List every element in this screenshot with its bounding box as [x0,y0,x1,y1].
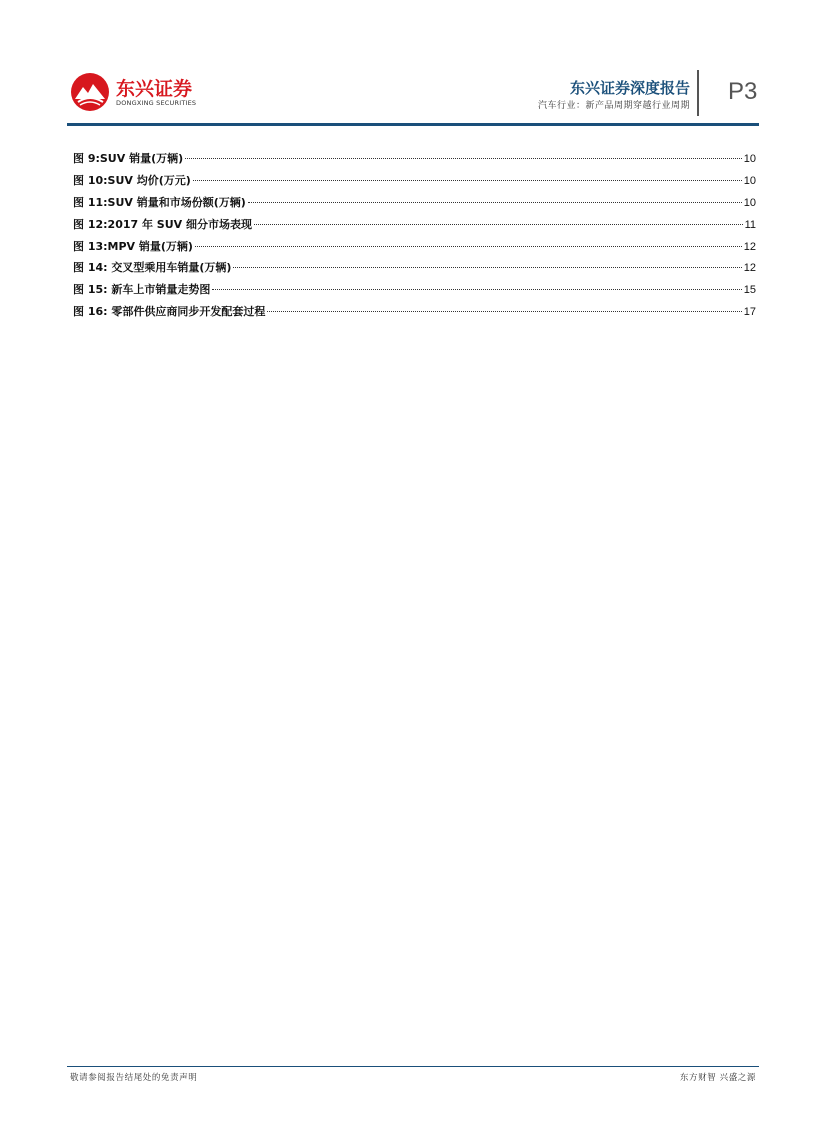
company-logo [70,72,210,112]
toc-entry[interactable] [73,194,756,216]
toc-entry-page: 10 [743,153,756,165]
toc-entry[interactable] [73,259,756,281]
toc-entry[interactable] [73,150,756,172]
toc-leader-dots [254,224,743,225]
toc-entry-page: 12 [743,262,756,275]
toc-entry-label: 图 12:2017 年 SUV 细分市场表现 [73,217,253,231]
toc-entry-page: 10 [743,174,756,187]
toc-entry-page: 10 [743,196,756,209]
toc-entry[interactable] [73,281,756,303]
company-slogan: 东方财智 兴盛之源 [679,1073,756,1083]
figure-index [73,150,756,325]
toc-leader-dots [193,180,742,181]
disclaimer-note: 敬请参阅报告结尾处的免责声明 [70,1073,198,1083]
toc-entry-label: 图 9:SUV 销量(万辆) [73,152,184,165]
header-rule [67,123,759,126]
toc-entry[interactable] [73,172,756,194]
logo-english-name: DONGXING SECURITIES [116,99,197,107]
toc-leader-dots [185,158,742,159]
toc-entry-label: 图 11:SUV 销量和市场份额(万辆) [73,195,246,209]
toc-entry-label: 图 10:SUV 均价(万元) [73,173,191,187]
report-subtitle: 汽车行业：新产品周期穿越行业周期 [537,101,690,111]
toc-leader-dots [248,202,742,203]
toc-leader-dots [233,267,741,268]
toc-entry-page: 11 [744,218,756,231]
page-number: P3 [728,78,758,105]
toc-entry-label: 图 16: 零部件供应商同步开发配套过程 [73,305,266,319]
toc-entry-page: 12 [743,240,756,253]
page-header [0,0,827,130]
toc-leader-dots [212,289,741,290]
toc-entry-page: 15 [743,284,756,297]
toc-leader-dots [267,311,741,312]
toc-leader-dots [195,246,742,247]
toc-entry[interactable] [73,238,756,260]
report-title: 东兴证券深度报告 [569,79,690,97]
logo-chinese-name: 东兴证券 [116,78,193,100]
toc-entry[interactable] [73,303,756,325]
footer-rule [67,1066,759,1067]
toc-entry-page: 17 [743,306,756,319]
toc-entry-label: 图 13:MPV 销量(万辆) [73,239,193,253]
toc-entry-label: 图 14: 交叉型乘用车销量(万辆) [73,261,232,275]
toc-entry-label: 图 15: 新车上市销量走势图 [73,283,211,297]
dongxing-logo-icon [70,72,110,112]
toc-entry[interactable] [73,216,756,238]
header-divider [697,70,699,116]
